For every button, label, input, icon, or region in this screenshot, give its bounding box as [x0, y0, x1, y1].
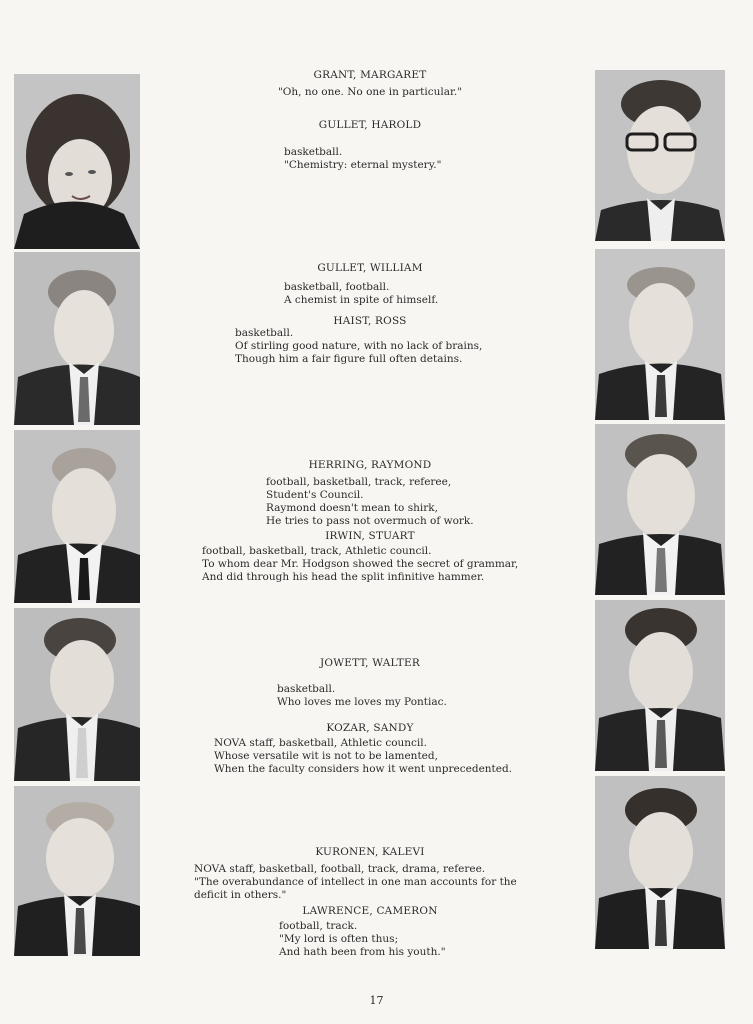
student-name: HERRING, RAYMOND [308, 459, 432, 471]
student-quote: A chemist in spite of himself. [284, 294, 439, 306]
student-activities: basketball. [284, 146, 343, 158]
portrait-photo-kozar-sandy [595, 600, 725, 771]
student-details-haist-ross [235, 327, 482, 366]
student-quote: Who loves me loves my Pontiac. [277, 696, 447, 708]
student-quote: deficit in others." [194, 889, 287, 901]
student-quote: Of stirling good nature, with no lack of brains, [235, 340, 483, 352]
student-activities: basketball, football. [284, 281, 390, 293]
student-quote: "Chemistry: eternal mystery." [284, 159, 442, 171]
student-quote: "Oh, no one. No one in particular." [277, 86, 463, 98]
student-name-herring-raymond [220, 459, 520, 476]
student-name: KURONEN, KALEVI [315, 846, 425, 858]
student-name-gullet-harold [220, 119, 520, 136]
student-activities: football, basketball, track, referee, [266, 476, 452, 488]
student-activities: Student's Council. [266, 489, 364, 501]
student-details-kuronen-kalevi [194, 863, 517, 902]
student-details-gullet-harold [284, 146, 441, 172]
portrait-photo-herring-raymond [14, 430, 140, 603]
student-details-jowett-walter [277, 683, 447, 709]
student-details-irwin-stuart [202, 545, 518, 584]
student-activities: basketball. [235, 327, 294, 339]
student-activities: football, track. [279, 920, 358, 932]
portrait-photo-gullet-harold [595, 70, 725, 241]
student-quote: And did through his head the split infinitive hammer. [202, 571, 485, 583]
student-name-jowett-walter [220, 657, 520, 674]
student-details-lawrence-cameron [279, 920, 446, 959]
student-name: GULLET, WILLIAM [317, 262, 423, 274]
portrait-photo-irwin-stuart [595, 424, 725, 595]
student-name: GULLET, HAROLD [318, 119, 422, 131]
portrait-photo-grant-margaret [14, 74, 140, 249]
student-name: LAWRENCE, CAMERON [302, 905, 438, 917]
student-quote: "My lord is often thus; [279, 933, 399, 945]
student-activities: NOVA staff, basketball, football, track, drama, referee. [194, 863, 486, 875]
student-details-kozar-sandy [214, 737, 512, 776]
student-entry-grant-margaret [220, 69, 520, 99]
student-quote: When the faculty considers how it went unprecedented. [214, 763, 513, 775]
student-name: HAIST, ROSS [333, 315, 407, 327]
student-activities: NOVA staff, basketball, Athletic council. [214, 737, 427, 749]
student-details-herring-raymond [266, 476, 474, 528]
student-quote: He tries to pass not overmuch of work. [266, 515, 474, 527]
portrait-photo-gullet-william [14, 252, 140, 425]
student-details-gullet-william [284, 281, 438, 307]
student-name-kuronen-kalevi [220, 846, 520, 863]
student-quote: To whom dear Mr. Hodgson showed the secret of grammar, [202, 558, 519, 570]
student-quote: Though him a fair figure full often detains. [235, 353, 463, 365]
student-quote: "The overabundance of intellect in one man accounts for the [194, 876, 517, 888]
student-name: GRANT, MARGARET [313, 69, 427, 81]
portrait-photo-kuronen-kalevi [14, 786, 140, 956]
student-activities: basketball. [277, 683, 336, 695]
portrait-photo-lawrence-cameron [595, 776, 725, 949]
portrait-photo-jowett-walter [14, 608, 140, 781]
portrait-photo-haist-ross [595, 249, 725, 420]
student-name: KOZAR, SANDY [326, 722, 414, 734]
student-name: JOWETT, WALTER [320, 657, 420, 669]
student-quote: Whose versatile wit is not to be lamented, [214, 750, 438, 762]
student-name-gullet-william [220, 262, 520, 279]
student-name: IRWIN, STUART [325, 530, 415, 542]
student-quote: And hath been from his youth." [279, 946, 446, 958]
student-activities: football, basketball, track, Athletic council. [202, 545, 432, 557]
page-number: 17 [369, 994, 384, 1007]
student-quote: Raymond doesn't mean to shirk, [266, 502, 438, 514]
